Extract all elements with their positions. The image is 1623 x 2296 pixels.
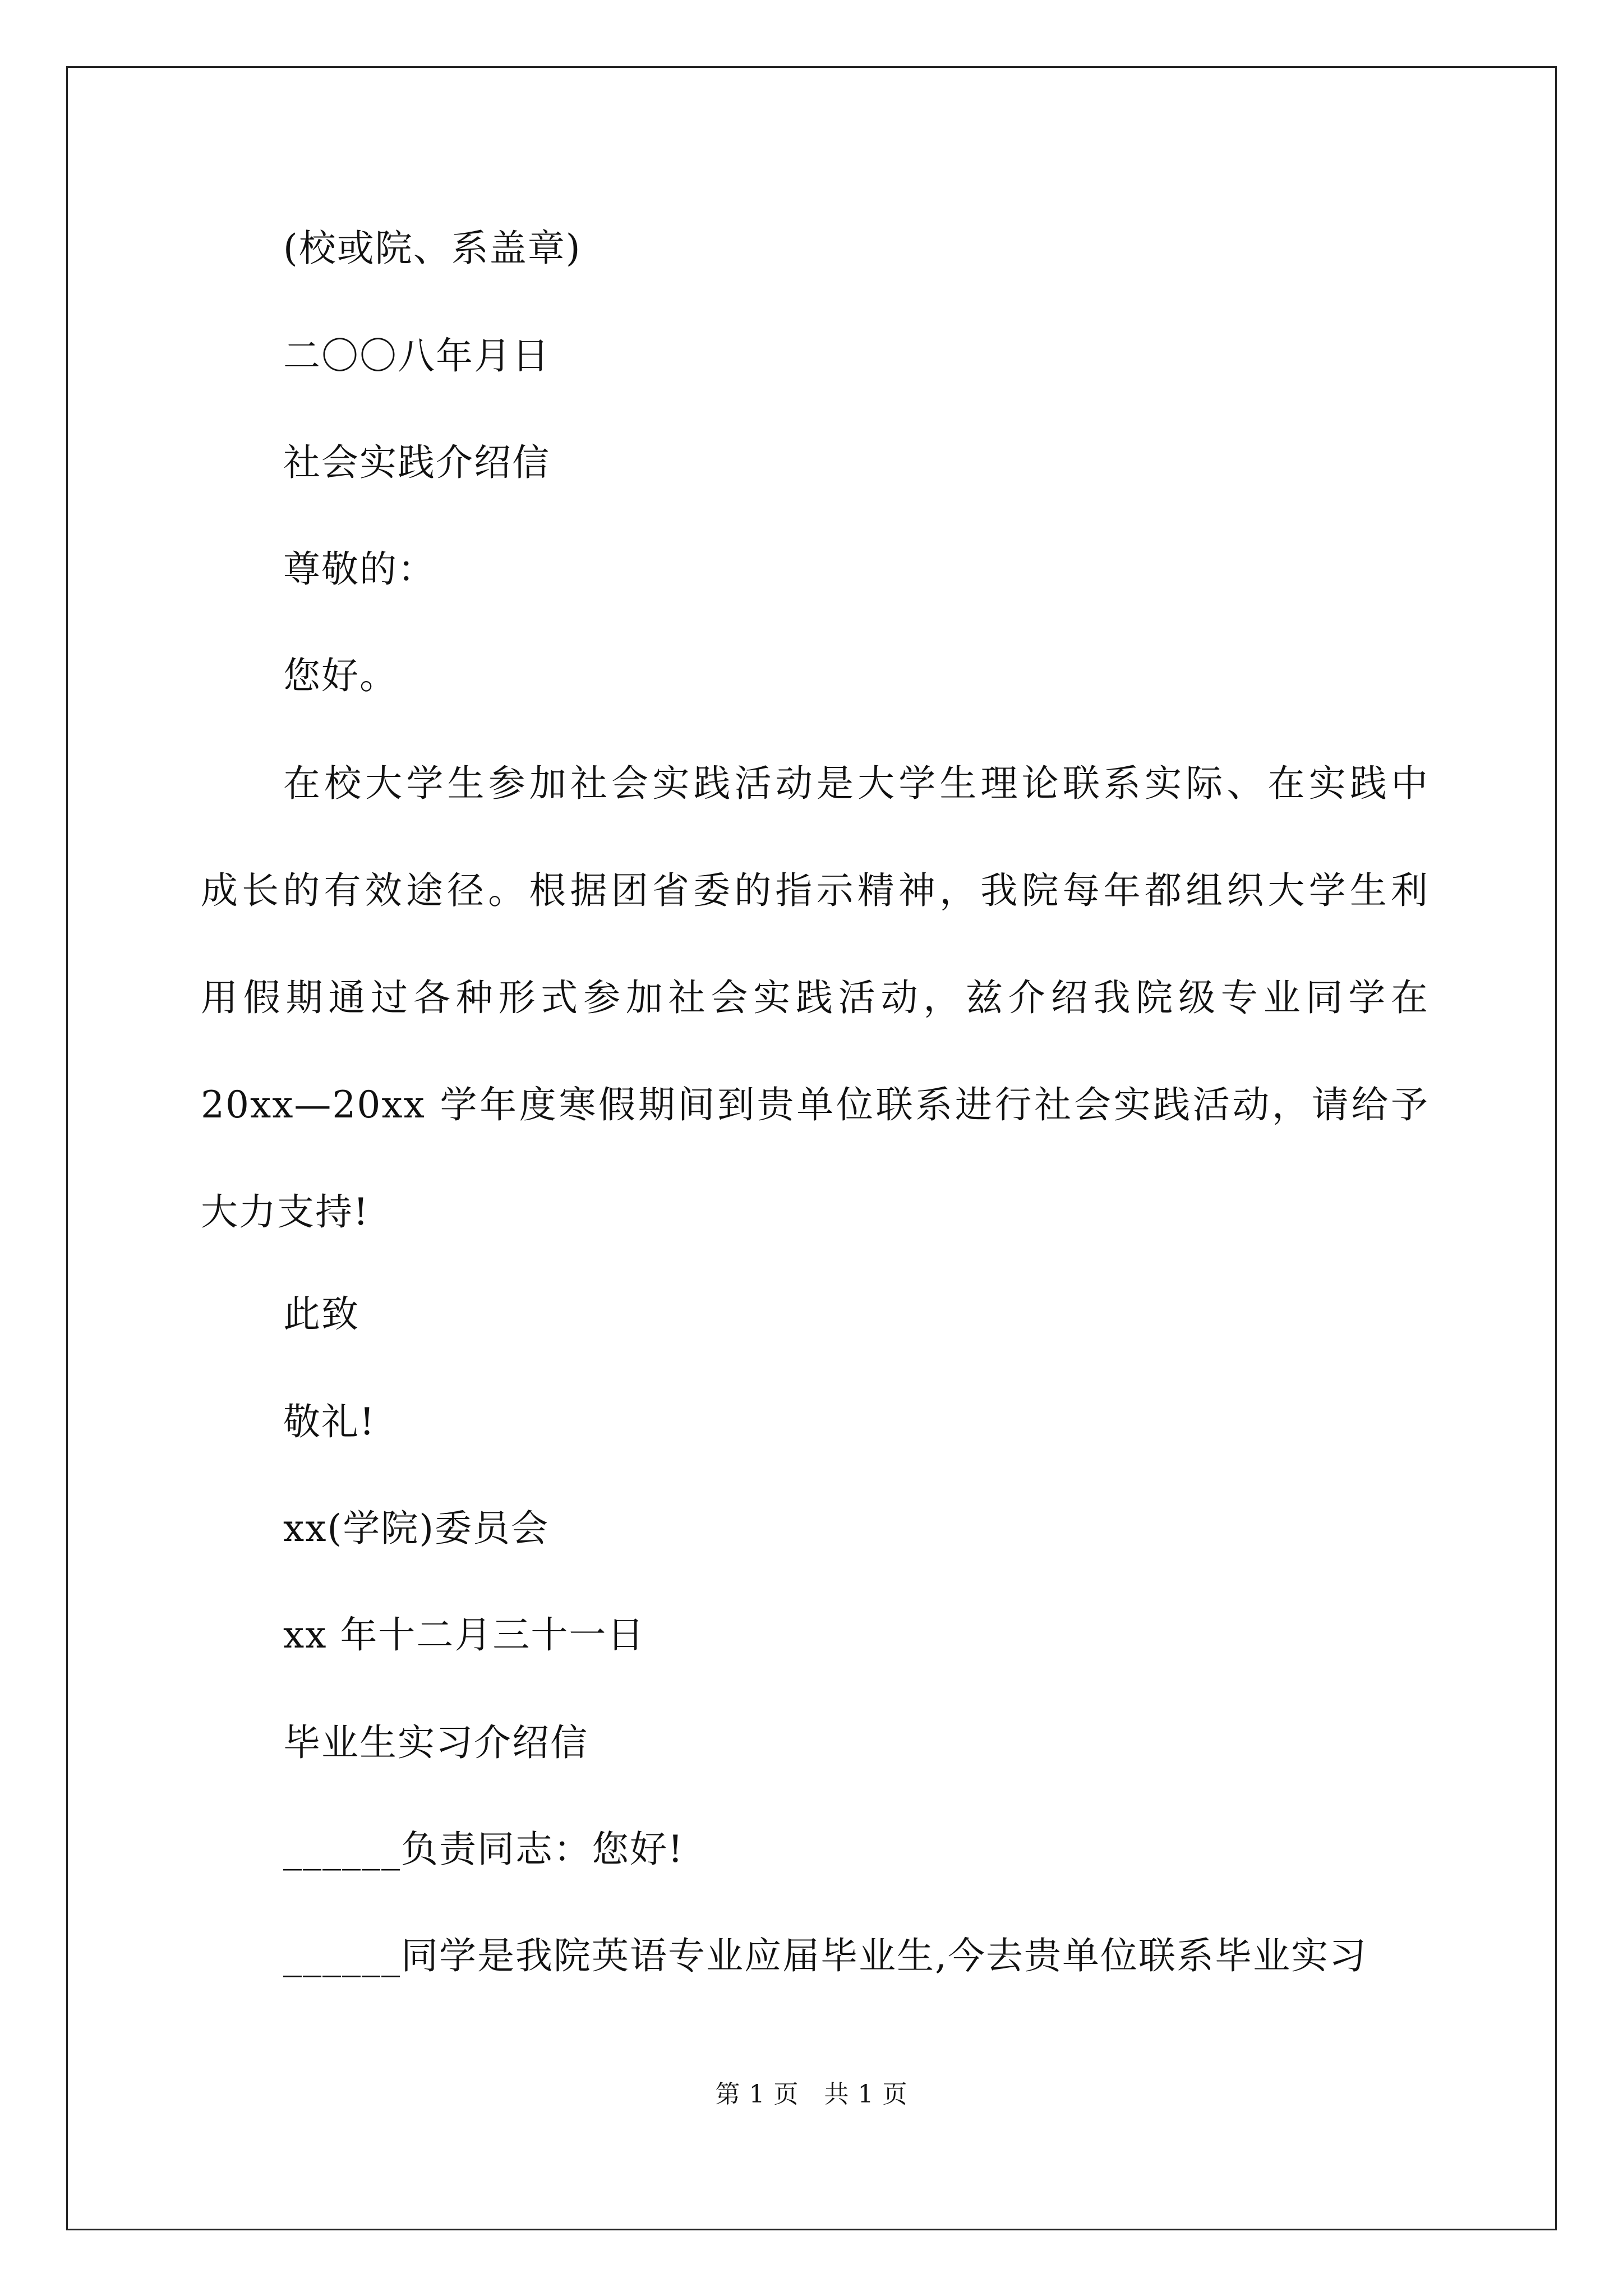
seal-note: (校或院、系盖章) <box>283 227 582 270</box>
page-number-footer: 第 1 页 共 1 页 <box>715 2080 908 2109</box>
letter-title-internship: 毕业生实习介绍信 <box>283 1721 588 1764</box>
internship-salutation: ______负责同志：您好! <box>283 1828 684 1871</box>
main-paragraph <box>201 762 1429 1301</box>
greeting: 您好。 <box>283 654 398 697</box>
internship-body-line: ______同学是我院英语专业应届毕业生,今去贵单位联系毕业实习 <box>283 1934 1367 1977</box>
paragraph-line: 在校大学生参加社会实践活动是大学生理论联系实际、在实践中 <box>283 762 1429 805</box>
paragraph-line: 成长的有效途径。根据团省委的指示精神，我院每年都组织大学生利 <box>201 869 1429 912</box>
signature-date: xx 年十二月三十一日 <box>283 1613 645 1657</box>
closing-line-2: 敬礼! <box>283 1400 376 1443</box>
paragraph-line: 大力支持! <box>201 1190 370 1234</box>
closing-line-1: 此致 <box>283 1292 359 1336</box>
paragraph-line: 20xx—20xx 学年度寒假期间到贵单位联系进行社会实践活动，请给予 <box>201 1083 1429 1126</box>
paragraph-line: 用假期通过各种形式参加社会实践活动，兹介绍我院级专业同学在 <box>201 976 1429 1019</box>
signature-committee: xx(学院)委员会 <box>283 1507 549 1550</box>
letter-title-social-practice: 社会实践介绍信 <box>283 441 550 484</box>
date-line: 二〇〇八年月日 <box>283 334 550 378</box>
salutation: 尊敬的： <box>283 547 436 591</box>
